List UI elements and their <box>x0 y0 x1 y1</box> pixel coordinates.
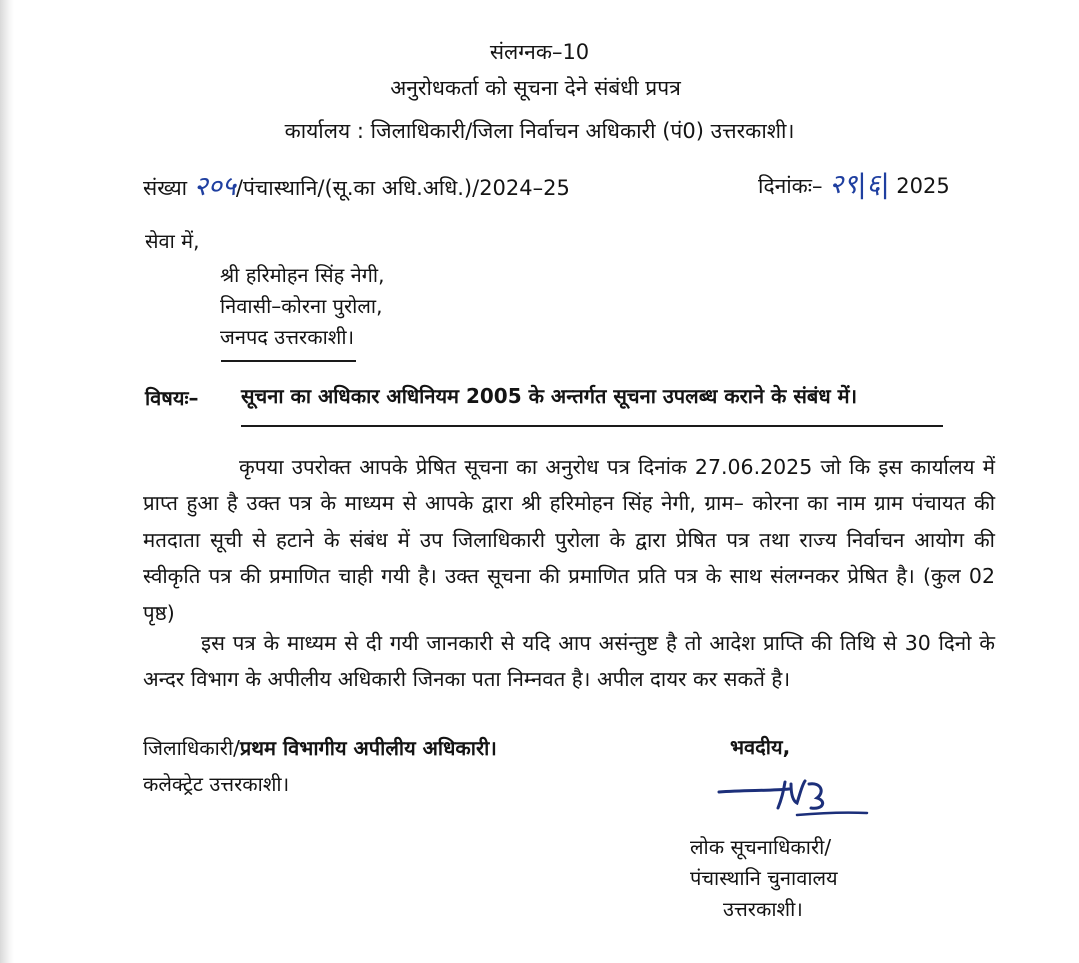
handwritten-reference-number: २०५ <box>193 171 236 202</box>
form-title: अनुरोधकर्ता को सूचना देने संबंधी प्रपत्र <box>390 76 681 100</box>
recipient-address: निवासी–कोरना पुरोला, <box>220 294 383 318</box>
recipient-district: जनपद उत्तरकाशी। <box>220 325 355 349</box>
appellate-authority <box>143 734 497 761</box>
salutation: सेवा में, <box>145 229 200 253</box>
designation-line-2: पंचास्थानि चुनावालय <box>690 866 838 890</box>
recipient-name: श्री हरिमोहन सिंह नेगी, <box>220 263 385 287</box>
subject-label: विषयः– <box>145 386 199 410</box>
designation-line-3: उत्तरकाशी। <box>723 897 803 921</box>
annexure-number: संलग्नक–10 <box>489 40 590 64</box>
appellate-address: कलेक्ट्रेट उत्तरकाशी। <box>143 772 290 796</box>
subject-text: सूचना का अधिकार अधिनियम 2005 के अन्तर्गत सूचना उपलब्ध कराने के संबंध में। <box>241 384 858 408</box>
body-paragraph-1: कृपया उपरोक्त आपके प्रेषित सूचना का अनुरोध पत्र दिनांक 27.06.2025 जो कि इस कार्यालय में प्राप्त हुआ है उक्त पत्र के माध्यम से आपके द्वारा श्री हरिमोहन सिंह नेगी, ग्राम– कोरना का नाम ग्राम पंचायत की मतदाता सूची से हटाने के संबंध में उप जिलाधिकारी पुरोला के द्वारा प्रेषित पत्र तथा राज्य निर्वाचन आयोग की स्वीकृति पत्र की प्रमाणित चाही गयी है। उक्त सूचना की प्रमाणित प्रति पत्र के साथ संलग्नकर प्रेषित है। (कुल 02 पृष्ठ) <box>143 455 995 625</box>
reference-suffix: /पंचास्थानि/(सू.का अधि.अधि.)/2024–25 <box>235 176 570 200</box>
office-line: कार्यालय : जिलाधिकारी/जिला निर्वाचन अधिकारी (पं0) उत्तरकाशी। <box>284 119 795 143</box>
date-label: दिनांकः– <box>758 174 823 198</box>
handwritten-date: २९|६| <box>829 169 890 200</box>
appellate-title: प्रथम विभागीय अपीलीय अधिकारी। <box>239 736 497 760</box>
date-year: 2025 <box>896 174 950 198</box>
body-paragraph-2: इस पत्र के माध्यम से दी गयी जानकारी से यदि आप असंन्तुष्ट है तो आदेश प्राप्ति की तिथि से 30 दिनो के अन्दर विभाग के अपीलीय अधिकारी जिनका पता निम्नवत है। अपील दायर कर सकतें है। <box>143 631 995 692</box>
reference-number-line <box>143 166 570 203</box>
appellate-prefix: जिलाधिकारी/ <box>143 736 240 760</box>
designation-line-1: लोक सूचनाधिकारी/ <box>690 835 832 859</box>
signature <box>705 770 875 830</box>
subject-underline <box>241 425 943 427</box>
recipient-divider <box>221 360 356 362</box>
date-line <box>758 164 950 201</box>
reference-label: संख्या <box>143 176 188 200</box>
closing-word: भवदीय, <box>730 735 791 759</box>
